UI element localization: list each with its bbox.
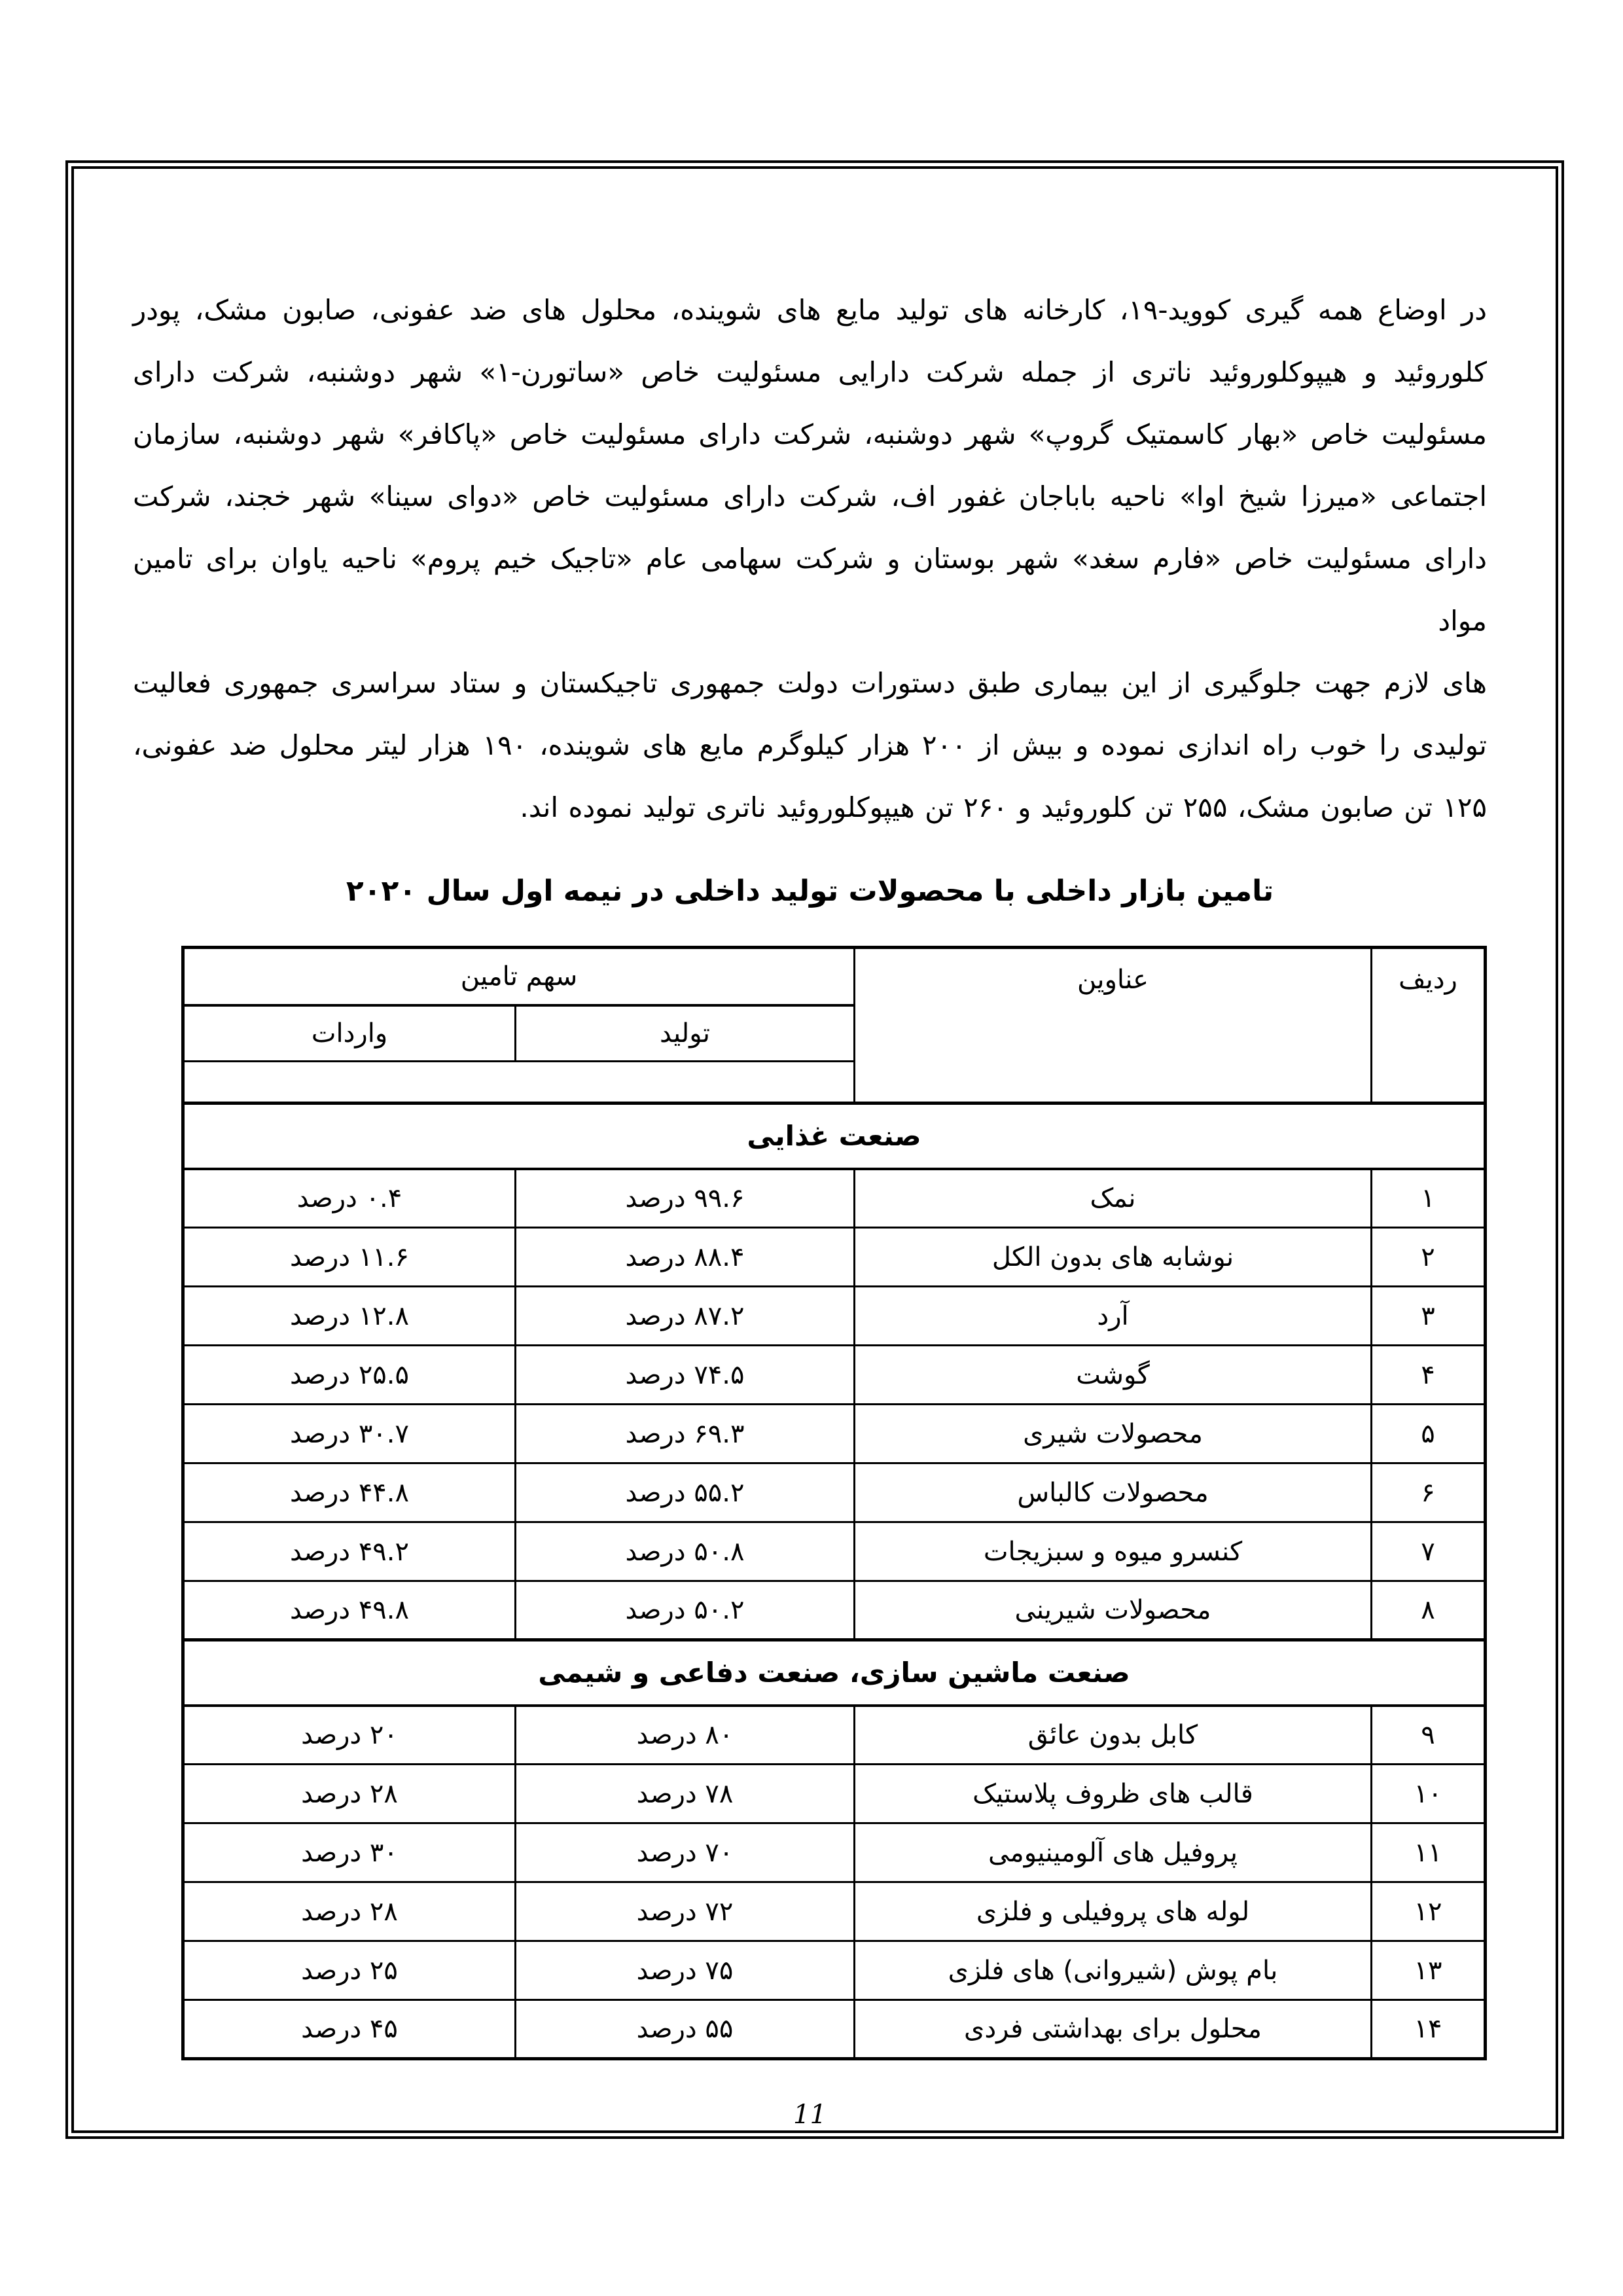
row-number-cell: ۱۴ <box>1372 2000 1486 2059</box>
row-number-cell: ۵ <box>1372 1405 1486 1463</box>
header-imports-cell: واردات <box>183 1005 516 1062</box>
row-number-cell: ۱۱ <box>1372 1823 1486 1882</box>
table-row <box>183 1522 1486 1581</box>
table-row <box>183 1405 1486 1463</box>
paragraph-line: اجتماعی «میرزا شیخ اوا» ناحیه باباجان غفور اف، شرکت دارای مسئولیت خاص «دوای سینا» شهر خجند، شرکت <box>133 480 1487 512</box>
table-row <box>183 2000 1486 2059</box>
paragraph-line: در اوضاع همه گیری کووید-۱۹، کارخانه های تولید مایع های شوینده، محلول های ضد عفونی، صابون مشک، پودر <box>133 294 1488 326</box>
row-number-cell: ۷ <box>1372 1522 1486 1581</box>
item-title-cell: بام پوش (شیروانی) های فلزی <box>855 1941 1372 2000</box>
row-number-cell: ۲ <box>1372 1228 1486 1287</box>
imports-share-cell: ۰.۴ درصد <box>183 1169 516 1228</box>
imports-share-cell: ۴۹.۲ درصد <box>183 1522 516 1581</box>
imports-share-cell: ۴۴.۸ درصد <box>183 1463 516 1522</box>
table-row <box>183 1581 1486 1640</box>
imports-share-cell: ۲۵.۵ درصد <box>183 1346 516 1405</box>
table-row <box>183 1941 1486 2000</box>
paragraph-line: مسئولیت خاص «بهار کاسمتیک گروپ» شهر دوشنبه، شرکت دارای مسئولیت خاص «پاکافر» شهر دوشنبه، سازمان <box>133 418 1487 450</box>
paragraph-line: های لازم جهت جلوگیری از این بیماری طبق دستورات دولت جمهوری تاجیکستان و ستاد سراسری جمهوری فعالیت <box>133 667 1487 699</box>
row-number-cell: ۱۰ <box>1372 1765 1486 1823</box>
paragraph-line: دارای مسئولیت خاص «فارم سغد» شهر بوستان و شرکت سهامی عام «تاجیک خیم پروم» ناحیه یاوان برای تامین مواد <box>133 543 1487 637</box>
production-share-cell: ۵۰.۸ درصد <box>516 1522 855 1581</box>
section-title: صنعت غذایی <box>183 1103 1486 1169</box>
imports-share-cell: ۲۸ درصد <box>183 1765 516 1823</box>
item-title-cell: محصولات شیرینی <box>855 1581 1372 1640</box>
imports-share-cell: ۳۰.۷ درصد <box>183 1405 516 1463</box>
production-share-cell: ۷۰ درصد <box>516 1823 855 1882</box>
item-title-cell: محصولات شیری <box>855 1405 1372 1463</box>
imports-share-cell: ۱۱.۶ درصد <box>183 1228 516 1287</box>
production-share-cell: ۵۵ درصد <box>516 2000 855 2059</box>
production-share-cell: ۶۹.۳ درصد <box>516 1405 855 1463</box>
item-title-cell: گوشت <box>855 1346 1372 1405</box>
imports-share-cell: ۴۹.۸ درصد <box>183 1581 516 1640</box>
row-number-cell: ۶ <box>1372 1463 1486 1522</box>
item-title-cell: نمک <box>855 1169 1372 1228</box>
paragraph-line: ۱۲۵ تن صابون مشک، ۲۵۵ تن کلوروئید و ۲۶۰ تن هیپوکلوروئید ناتری تولید نموده اند. <box>520 791 1487 823</box>
item-title-cell: قالب های ظروف پلاستیک <box>855 1765 1372 1823</box>
item-title-cell: محلول برای بهداشتی فردی <box>855 2000 1372 2059</box>
header-items-cell: عناوین <box>855 948 1372 1103</box>
row-number-cell: ۱۲ <box>1372 1882 1486 1941</box>
item-title-cell: محصولات کالباس <box>855 1463 1372 1522</box>
row-number-cell: ۴ <box>1372 1346 1486 1405</box>
imports-share-cell: ۴۵ درصد <box>183 2000 516 2059</box>
header-production-cell: تولید <box>516 1005 855 1062</box>
section-header-row <box>183 1640 1486 1706</box>
production-share-cell: ۵۰.۲ درصد <box>516 1581 855 1640</box>
imports-share-cell: ۱۲.۸ درصد <box>183 1287 516 1346</box>
row-number-cell: ۸ <box>1372 1581 1486 1640</box>
production-share-cell: ۸۷.۲ درصد <box>516 1287 855 1346</box>
table-row <box>183 1706 1486 1765</box>
row-number-cell: ۹ <box>1372 1706 1486 1765</box>
imports-share-cell: ۳۰ درصد <box>183 1823 516 1882</box>
section-title: صنعت ماشین سازی، صنعت دفاعی و شیمی <box>183 1640 1486 1706</box>
production-share-cell: ۷۲ درصد <box>516 1882 855 1941</box>
row-number-cell: ۱ <box>1372 1169 1486 1228</box>
table-row <box>183 1882 1486 1941</box>
header-supply-share-cell: سهم تامین <box>183 948 855 1005</box>
empty-header-cell <box>183 1062 855 1103</box>
imports-share-cell: ۲۸ درصد <box>183 1882 516 1941</box>
item-title-cell: کابل بدون عائق <box>855 1706 1372 1765</box>
paragraph-line: تولیدی را خوب راه اندازی نموده و بیش از ۲۰۰ هزار کیلوگرم مایع های شوینده، ۱۹۰ هزار لیتر محلول ضد عفونی، <box>133 729 1487 761</box>
production-share-cell: ۷۸ درصد <box>516 1765 855 1823</box>
table-row <box>183 1463 1486 1522</box>
page-content <box>74 169 1556 2130</box>
row-number-cell: ۳ <box>1372 1287 1486 1346</box>
document-paragraph <box>133 279 1487 838</box>
header-row-number-cell: ردیف <box>1372 948 1486 1103</box>
imports-share-cell: ۲۰ درصد <box>183 1706 516 1765</box>
table-row <box>183 1765 1486 1823</box>
item-title-cell: لوله های پروفیلی و فلزی <box>855 1882 1372 1941</box>
production-share-cell: ۵۵.۲ درصد <box>516 1463 855 1522</box>
item-title-cell: آرد <box>855 1287 1372 1346</box>
table-row <box>183 1169 1486 1228</box>
row-number-cell: ۱۳ <box>1372 1941 1486 2000</box>
supply-table <box>181 946 1487 2060</box>
production-share-cell: ۷۴.۵ درصد <box>516 1346 855 1405</box>
production-share-cell: ۸۸.۴ درصد <box>516 1228 855 1287</box>
imports-share-cell: ۲۵ درصد <box>183 1941 516 2000</box>
section-header-row <box>183 1103 1486 1169</box>
page-number: 11 <box>793 2100 827 2130</box>
item-title-cell: کنسرو میوه و سبزیجات <box>855 1522 1372 1581</box>
production-share-cell: ۹۹.۶ درصد <box>516 1169 855 1228</box>
page-border-frame <box>65 160 1564 2139</box>
production-share-cell: ۸۰ درصد <box>516 1706 855 1765</box>
table-header-row <box>183 948 1486 1005</box>
paragraph-line: کلوروئید و هیپوکلوروئید ناتری از جمله شرکت دارایی مسئولیت خاص «ساتورن-۱» شهر دوشنبه، شرکت دارای <box>133 356 1487 388</box>
table-title: تامین بازار داخلی با محصولات تولید داخلی در نیمه اول سال ۲۰۲۰ <box>346 874 1274 908</box>
table-row <box>183 1287 1486 1346</box>
table-row <box>183 1823 1486 1882</box>
production-share-cell: ۷۵ درصد <box>516 1941 855 2000</box>
table-row <box>183 1228 1486 1287</box>
item-title-cell: نوشابه های بدون الکل <box>855 1228 1372 1287</box>
table-row <box>183 1346 1486 1405</box>
item-title-cell: پروفیل های آلومینیومی <box>855 1823 1372 1882</box>
